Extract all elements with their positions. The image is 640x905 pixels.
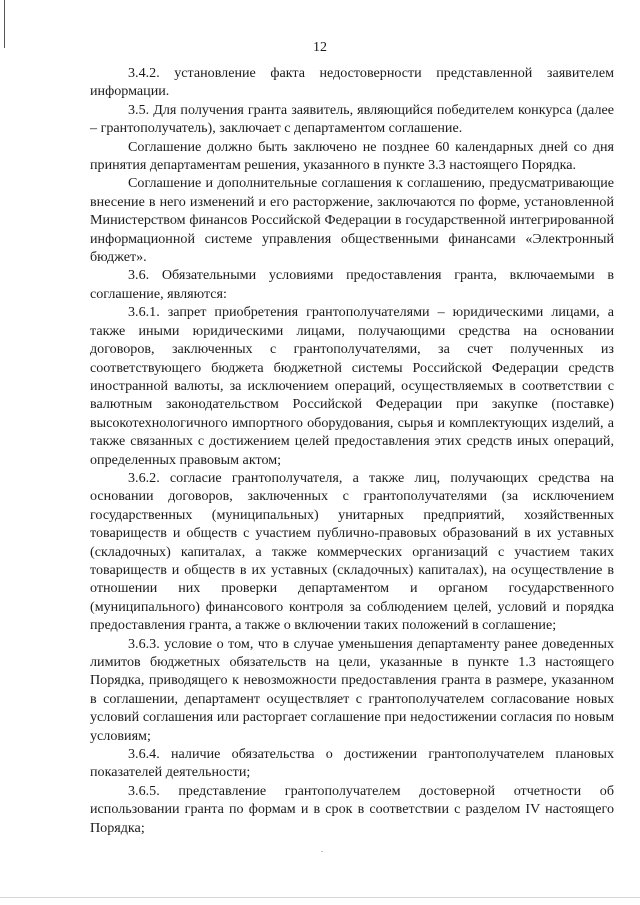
paragraph-3-4-2: 3.4.2. установление факта недостоверности представленной заявителем информации. — [90, 65, 614, 100]
paragraph-3-6-4: 3.6.4. наличие обязательства о достижении грантополучателем плановых показателей деятельности; — [90, 746, 614, 781]
document-body — [90, 64, 614, 837]
paragraph-agreement-form: Соглашение и дополнительные соглашения к соглашению, предусматривающие внесение в него изменений и его расторжение, заключаются по форме, установленной Министерством финансов Российской Федерации в государственной интегрированной информационной системе управления общественными финансами «Электронный бюджет». — [90, 175, 614, 266]
page-bottom-edge — [0, 897, 640, 898]
paragraph-3-5: 3.5. Для получения гранта заявитель, являющийся победителем конкурса (далее – грантополучатель), заключает с департаментом соглашение. — [90, 101, 614, 137]
footer-mark: . — [321, 845, 323, 854]
paragraph-3-6-1: 3.6.1. запрет приобретения грантополучателями – юридическими лицами, а также иными юридическими лицами, получающими средства на основании договоров, заключенных с грантополучателями, за счет полученных из соответствующего бюджета бюджетной системы Российской Федерации средств иностранной валюты, за исключением операций, осуществляемых в соответствии с валютным законодательством Российской Федерации при закупке (поставке) высокотехнологичного импортного оборудования, сырья и комплектующих изделий, а также связанных с достижением целей предоставления этих средств иных операций, определенных правовым актом; — [90, 304, 614, 468]
paragraph-3-6-2: 3.6.2. согласие грантополучателя, а также лиц, получающих средства на основании договоров, заключенных с грантополучателями (за исключением государственных (муниципальных) унитарных предприятий, хозяйственных товариществ и обществ с участием публично-правовых образований в их уставных (складочных) капиталах, а также коммерческих организаций с участием таких товариществ и обществ в их уставных (складочных) капиталах), на осуществление в отношении них проверки департаментом и органом государственного (муниципального) финансового контроля за соблюдением целей, условий и порядка предоставления гранта, а также о включении таких положений в соглашение; — [90, 469, 614, 634]
paragraph-3-6: 3.6. Обязательными условиями предоставления гранта, включаемыми в соглашение, являются: — [90, 267, 614, 302]
paragraph-3-6-3: 3.6.3. условие о том, что в случае уменьшения департаменту ранее доведенных лимитов бюджетных обязательств на цели, указанные в пункте 1.3 настоящего Порядка, приводящего к невозможности предоставления гранта в размере, указанном в соглашении, департамент осуществляет с грантополучателем согласование новых условий соглашения или расторгает соглашение при недостижении согласия по новым условиям; — [90, 635, 614, 744]
paragraph-3-6-5: 3.6.5. представление грантополучателем достоверной отчетности об использовании гранта по формам и в срок в соответствии с разделом IV настоящего Порядка; — [90, 782, 614, 836]
page-number: 12 — [313, 40, 327, 55]
paragraph-agreement-deadline: Соглашение должно быть заключено не позднее 60 календарных дней со дня принятия департаментам решения, указанного в пункте 3.3 настоящего Порядка. — [90, 138, 614, 174]
